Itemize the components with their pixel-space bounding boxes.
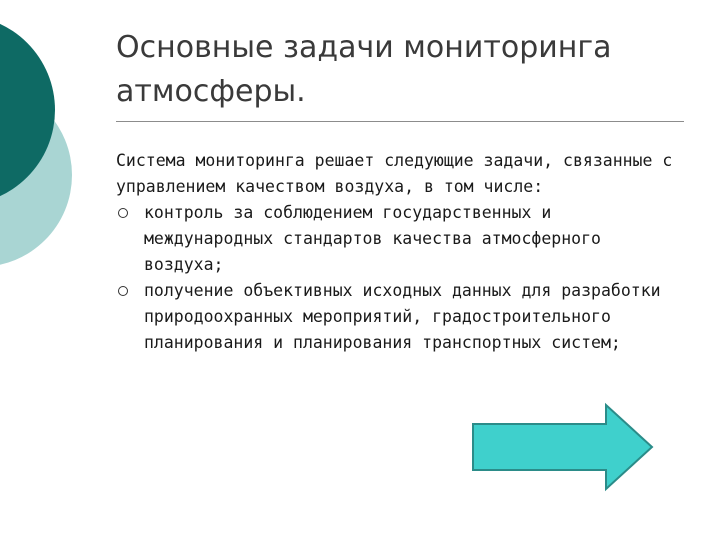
task-item (116, 278, 676, 356)
slide-body (116, 148, 676, 356)
right-arrow-icon[interactable] (470, 402, 660, 492)
title-divider (116, 121, 684, 122)
hollow-circle-bullet-icon (118, 208, 128, 218)
hollow-circle-bullet-icon (118, 286, 128, 296)
title-line-2: атмосферы. (116, 74, 306, 109)
decorative-circles (0, 0, 110, 300)
task-item (116, 200, 676, 278)
task-text: получение объективных исходных данных для разработки природоохранных мероприятий, градостроительного планирования и планирования транспортных систем; (144, 281, 661, 352)
slide-title (116, 26, 696, 114)
intro-text: Система мониторинга решает следующие задачи, связанные с управлением качеством воздуха, в том числе: (116, 151, 673, 196)
title-line-1: Основные задачи мониторинга (116, 30, 612, 65)
task-text: контроль за соблюдением государственных и международных стандартов качества атмосферного воздуха; (144, 203, 601, 274)
task-list (116, 200, 676, 356)
